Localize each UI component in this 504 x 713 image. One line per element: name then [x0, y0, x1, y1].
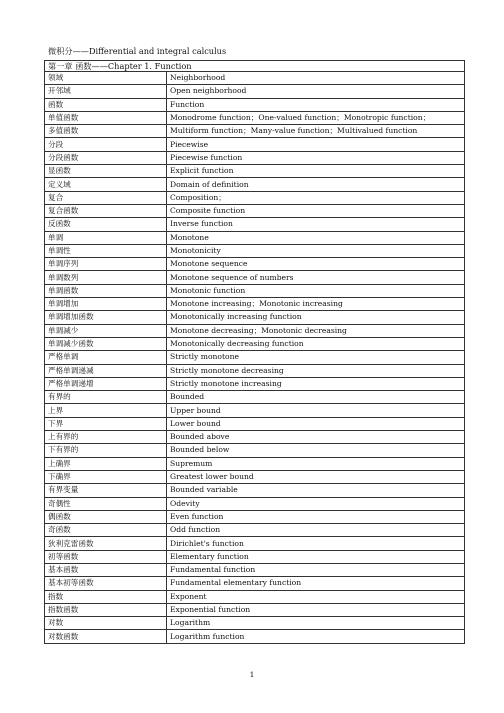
chinese-term-cell: 单调序列 [45, 258, 167, 271]
chinese-term-cell: 单值函数 [45, 111, 167, 124]
chinese-term-cell: 单调数列 [45, 271, 167, 284]
chinese-term-cell: 单调性 [45, 244, 167, 257]
chinese-term-cell: 基本初等函数 [45, 577, 167, 590]
english-term-cell: Elementary function [167, 550, 465, 563]
english-term-cell: Open neighborhood [167, 85, 465, 98]
chinese-term-cell: 上界 [45, 404, 167, 417]
chinese-term-cell: 单调减少函数 [45, 337, 167, 350]
english-term-cell: Odd function [167, 524, 465, 537]
table-row [45, 298, 465, 311]
table-row [45, 284, 465, 297]
chinese-term-cell: 下界 [45, 417, 167, 430]
table-row [45, 337, 465, 350]
table-row [45, 563, 465, 576]
table-row [45, 151, 465, 164]
chinese-term-cell: 有界的 [45, 391, 167, 404]
english-term-cell: Strictly monotone decreasing [167, 364, 465, 377]
table-row [45, 391, 465, 404]
chinese-term-cell: 严格单调 [45, 351, 167, 364]
chinese-term-cell: 分段 [45, 138, 167, 151]
chinese-term-cell: 指数函数 [45, 603, 167, 616]
table-row [45, 431, 465, 444]
english-term-cell: Fundamental elementary function [167, 577, 465, 590]
english-term-cell: Monotonically increasing function [167, 311, 465, 324]
english-term-cell: Composite function [167, 204, 465, 217]
chinese-term-cell: 对数 [45, 617, 167, 630]
glossary-body [45, 72, 465, 644]
table-row [45, 258, 465, 271]
chinese-term-cell: 多值函数 [45, 125, 167, 138]
english-term-cell: Piecewise function [167, 151, 465, 164]
table-row [45, 470, 465, 483]
table-row [45, 191, 465, 204]
table-row [45, 617, 465, 630]
table-row [45, 404, 465, 417]
table-row [45, 98, 465, 111]
table-row [45, 271, 465, 284]
english-term-cell: Explicit function [167, 165, 465, 178]
chinese-term-cell: 对数函数 [45, 630, 167, 643]
table-row [45, 218, 465, 231]
table-row [45, 577, 465, 590]
table-row [45, 497, 465, 510]
english-term-cell: Bounded below [167, 444, 465, 457]
english-term-cell: Strictly monotone increasing [167, 377, 465, 390]
page-title: 微积分——Differential and integral calculus [48, 46, 227, 56]
chinese-term-cell: 单调 [45, 231, 167, 244]
table-row [45, 590, 465, 603]
table-row [45, 204, 465, 217]
english-term-cell: Monotone [167, 231, 465, 244]
english-term-cell: Upper bound [167, 404, 465, 417]
chinese-term-cell: 严格单调递增 [45, 377, 167, 390]
chinese-term-cell: 奇偶性 [45, 497, 167, 510]
chinese-term-cell: 下有界的 [45, 444, 167, 457]
table-row [45, 324, 465, 337]
chinese-term-cell: 单调增加 [45, 298, 167, 311]
english-term-cell: Odevity [167, 497, 465, 510]
table-row [45, 510, 465, 523]
table-row [45, 165, 465, 178]
english-term-cell: Dirichlet's function [167, 537, 465, 550]
english-term-cell: Piecewise [167, 138, 465, 151]
english-term-cell: Supremum [167, 457, 465, 470]
chinese-term-cell: 上确界 [45, 457, 167, 470]
chinese-term-cell: 初等函数 [45, 550, 167, 563]
table-row [45, 603, 465, 616]
chinese-term-cell: 单调减少 [45, 324, 167, 337]
english-term-cell: Domain of definition [167, 178, 465, 191]
table-row [45, 178, 465, 191]
english-term-cell: Monotone increasing；Monotonic increasing [167, 298, 465, 311]
table-row [45, 364, 465, 377]
chinese-term-cell: 函数 [45, 98, 167, 111]
english-term-cell: Fundamental function [167, 563, 465, 576]
english-term-cell: Lower bound [167, 417, 465, 430]
english-term-cell: Greatest lower bound [167, 470, 465, 483]
chinese-term-cell: 上有界的 [45, 431, 167, 444]
chinese-term-cell: 分段函数 [45, 151, 167, 164]
english-term-cell: Function [167, 98, 465, 111]
chinese-term-cell: 单调增加函数 [45, 311, 167, 324]
english-term-cell: Bounded [167, 391, 465, 404]
table-row [45, 630, 465, 643]
chapter-heading: 第一章 函数——Chapter 1. Function [44, 60, 465, 72]
english-term-cell: Monotonically decreasing function [167, 337, 465, 350]
table-row [45, 351, 465, 364]
english-term-cell: Neighborhood [167, 72, 465, 85]
chinese-term-cell: 狄利克雷函数 [45, 537, 167, 550]
chinese-term-cell: 偶函数 [45, 510, 167, 523]
table-row [45, 444, 465, 457]
chinese-term-cell: 复合函数 [45, 204, 167, 217]
english-term-cell: Monotonic function [167, 284, 465, 297]
table-row [45, 85, 465, 98]
table-row [45, 484, 465, 497]
english-term-cell: Logarithm [167, 617, 465, 630]
page-number: 1 [249, 670, 255, 679]
chinese-term-cell: 复合 [45, 191, 167, 204]
chinese-term-cell: 领域 [45, 72, 167, 85]
english-term-cell: Monotone sequence of numbers [167, 271, 465, 284]
english-term-cell: Bounded above [167, 431, 465, 444]
chinese-term-cell: 严格单调递减 [45, 364, 167, 377]
table-row [45, 72, 465, 85]
table-row [45, 417, 465, 430]
english-term-cell: Monodrome function；One-valued function；Monotropic function； [167, 111, 465, 124]
chinese-term-cell: 有界变量 [45, 484, 167, 497]
table-row [45, 231, 465, 244]
chinese-term-cell: 单调函数 [45, 284, 167, 297]
english-term-cell: Exponential function [167, 603, 465, 616]
english-term-cell: Bounded variable [167, 484, 465, 497]
chinese-term-cell: 反函数 [45, 218, 167, 231]
chinese-term-cell: 开邻域 [45, 85, 167, 98]
table-row [45, 537, 465, 550]
chinese-term-cell: 下确界 [45, 470, 167, 483]
table-row [45, 377, 465, 390]
table-row [45, 125, 465, 138]
table-row [45, 457, 465, 470]
english-term-cell: Logarithm function [167, 630, 465, 643]
table-row [45, 524, 465, 537]
table-row [45, 550, 465, 563]
chinese-term-cell: 指数 [45, 590, 167, 603]
table-row [45, 244, 465, 257]
english-term-cell: Inverse function [167, 218, 465, 231]
english-term-cell: Even function [167, 510, 465, 523]
table-row [45, 111, 465, 124]
table-row [45, 138, 465, 151]
chinese-term-cell: 奇函数 [45, 524, 167, 537]
english-term-cell: Multiform function；Many-value function；Multivalued function [167, 125, 465, 138]
english-term-cell: Monotonicity [167, 244, 465, 257]
english-term-cell: Exponent [167, 590, 465, 603]
glossary-table [44, 71, 465, 644]
english-term-cell: Monotone decreasing；Monotonic decreasing [167, 324, 465, 337]
table-row [45, 311, 465, 324]
chinese-term-cell: 显函数 [45, 165, 167, 178]
chinese-term-cell: 定义域 [45, 178, 167, 191]
english-term-cell: Strictly monotone [167, 351, 465, 364]
english-term-cell: Composition； [167, 191, 465, 204]
english-term-cell: Monotone sequence [167, 258, 465, 271]
chinese-term-cell: 基本函数 [45, 563, 167, 576]
